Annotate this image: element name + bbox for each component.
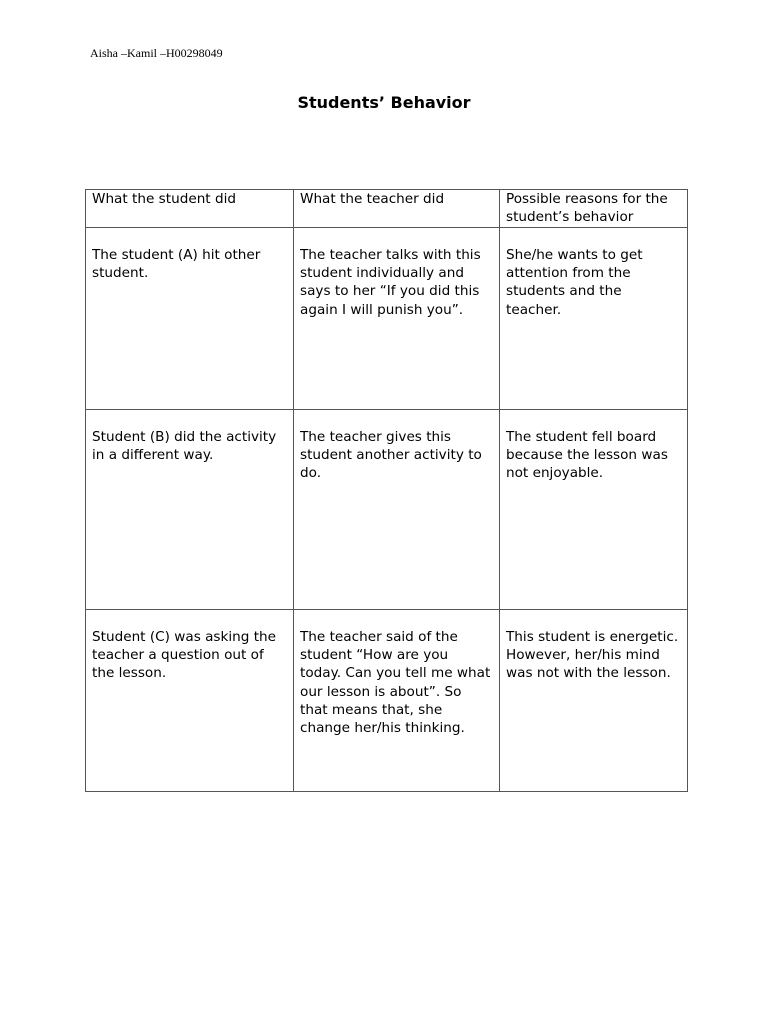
column-header-label: Possible reasons for the student’s behavior	[506, 191, 668, 226]
author-header: Aisha –Kamil –H00298049	[90, 46, 223, 60]
table-cell	[294, 410, 500, 610]
table-cell	[294, 228, 500, 410]
table-header-row	[86, 190, 688, 228]
table-cell	[86, 228, 294, 410]
column-header	[294, 190, 500, 228]
behavior-table	[85, 189, 688, 792]
column-header-label: What the teacher did	[300, 191, 445, 207]
teacher-action-text: The teacher said of the student “How are you today. Can you tell me what our lesson is about”. So that means that, she change her/his thinking.	[300, 629, 491, 737]
table-cell	[500, 610, 688, 792]
reason-text: This student is energetic. However, her/his mind was not with the lesson.	[506, 629, 679, 682]
column-header	[500, 190, 688, 228]
column-header	[86, 190, 294, 228]
table-cell	[500, 228, 688, 410]
reason-text: The student fell board because the lesson was not enjoyable.	[506, 429, 668, 482]
teacher-action-text: The teacher gives this student another activity to do.	[300, 429, 482, 482]
student-action-text: Student (C) was asking the teacher a question out of the lesson.	[92, 629, 277, 682]
student-action-text: The student (A) hit other student.	[92, 247, 261, 282]
student-action-text: Student (B) did the activity in a different way.	[92, 429, 277, 464]
table-cell	[86, 410, 294, 610]
table-row	[86, 410, 688, 610]
table-row	[86, 610, 688, 792]
document-title: Students’ Behavior	[297, 93, 471, 112]
table-cell	[294, 610, 500, 792]
table-cell	[86, 610, 294, 792]
table-cell	[500, 410, 688, 610]
reason-text: She/he wants to get attention from the students and the teacher.	[506, 247, 643, 318]
table-row	[86, 228, 688, 410]
teacher-action-text: The teacher talks with this student individually and says to her “If you did this again I will punish you”.	[300, 247, 481, 318]
column-header-label: What the student did	[92, 191, 236, 207]
